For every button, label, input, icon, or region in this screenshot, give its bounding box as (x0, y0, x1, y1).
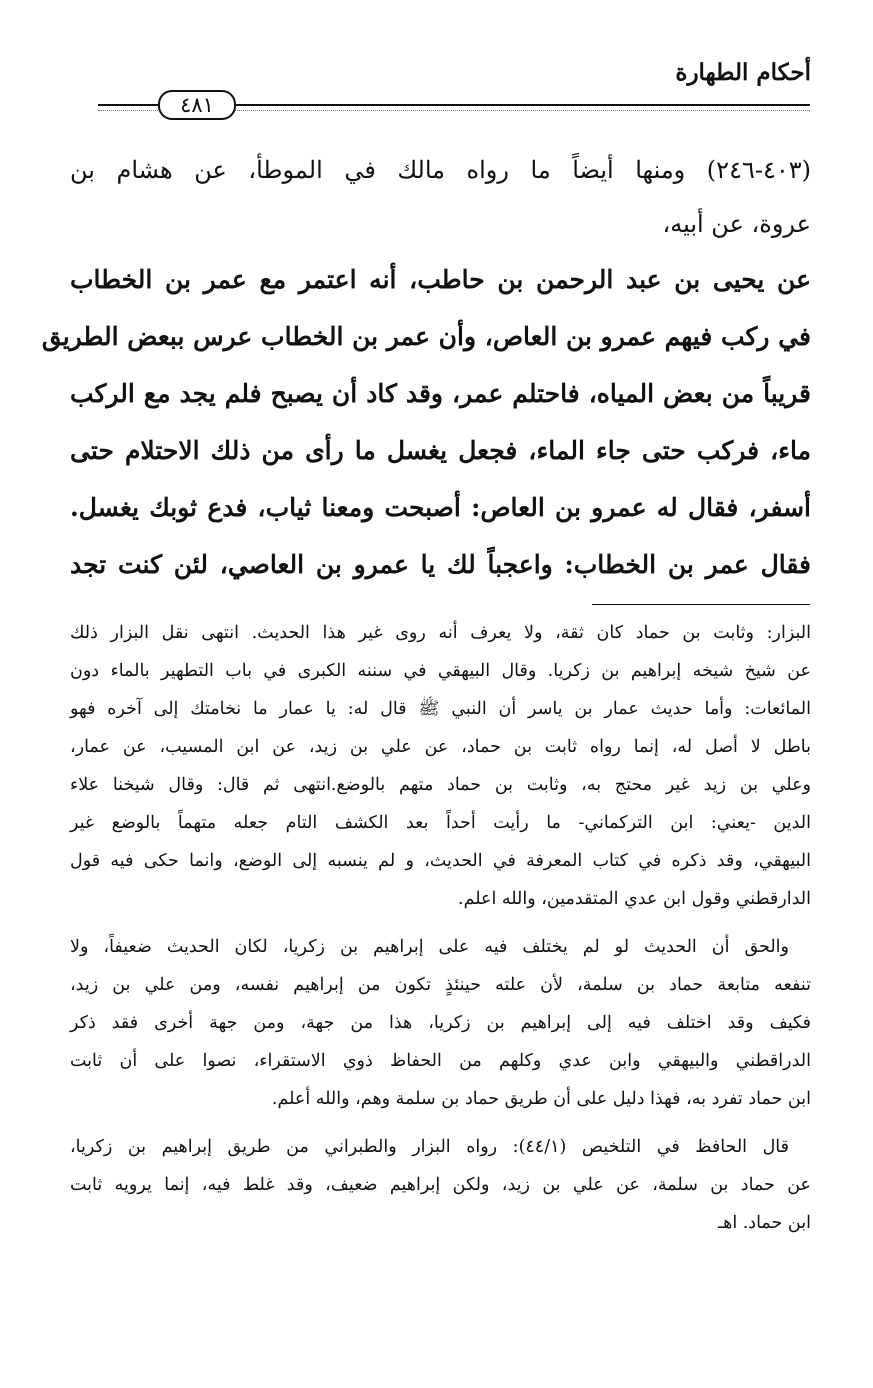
intro-line: عروة، عن أبيه، (662, 210, 811, 238)
hadith-line: أسفر، فقال له عمرو بن العاص: أصبحت ومعنا ثياب، فدع ثوبك يغسل. (70, 493, 811, 522)
main-text (41, 143, 811, 593)
footnotes (70, 614, 811, 1242)
paragraph-gap (70, 918, 811, 928)
footnote-line: عن حماد بن سلمة، عن علي بن زيد، ولكن إبراهيم ضعيف، وقد غلط فيه، إنما يرويه ثابت (70, 1175, 811, 1195)
footnote-line: فكيف وقد اختلف فيه إلى إبراهيم بن زكريا، هذا من جهة، ومن جهة أخرى فقد ذكر (70, 1013, 811, 1033)
footnote-line: المائعات: وأما حديث عمار بن ياسر أن النبي ﷺ قال له: يا عمار ما نخامتك إلى آخره فهو (70, 699, 811, 719)
hadith-line: ماء، فركب حتى جاء الماء، فجعل يغسل ما رأى من ذلك الاحتلام حتى (70, 436, 811, 465)
footnote-line: ابن حماد. اهـ (717, 1213, 811, 1233)
footnote-line: وعلي بن زيد غير محتج به، وثابت بن حماد متهم بالوضع.انتهى ثم قال: وقال شيخنا علاء (70, 775, 811, 795)
footnote-line: الدراقطني والبيهقي وابن عدي وكلهم من الحفاظ ذوي الاستقراء، نصوا على أن ثابت (70, 1051, 811, 1071)
hadith-line: في ركب فيهم عمرو بن العاص، وأن عمر بن الخطاب عرس ببعض الطريق (41, 322, 811, 351)
footnote-line: البزار: وثابت بن حماد كان ثقة، ولا يعرف أنه روى غير هذا الحديث. انتهى نقل البزار ذلك (70, 623, 811, 643)
footnote-separator (592, 604, 810, 605)
hadith-line: فقال عمر بن الخطاب: واعجباً لك يا عمرو بن العاصي، لئن كنت تجد (70, 550, 811, 579)
hadith-line: عن يحيى بن عبد الرحمن بن حاطب، أنه اعتمر مع عمر بن الخطاب (70, 265, 811, 294)
footnote-line: الدارقطني وقول ابن عدي المتقدمين، والله اعلم. (458, 889, 811, 909)
intro-line: (٤٠٣-٢٤٦) ومنها أيضاً ما رواه مالك في الموطأ، عن هشام بن (70, 156, 811, 184)
footnote-line: البيهقي، وقد ذكره في كتاب المعرفة في الحديث، و لم ينسبه إلى الوضع، وانما حكى فيه قول (70, 851, 811, 871)
footnote-line: الدين -يعني: ابن التركماني- ما رأيت أحداً بعد الكشف التام جعله متهماً بالوضع غير (70, 813, 811, 833)
running-header-title: أحكام الطهارة (675, 59, 811, 86)
footnote-line: عن شيخ شيخه إبراهيم بن زكريا. وقال البيهقي في سننه الكبرى في باب التطهير بالماء دون (70, 661, 811, 681)
footnote-line: قال الحافظ في التلخيص (٤٤/١): رواه البزار والطبراني من طريق إبراهيم بن زكريا، (70, 1137, 789, 1157)
page-number-badge: ٤٨١ (158, 90, 236, 120)
hadith-line: قريباً من بعض المياه، فاحتلم عمر، وقد كاد أن يصبح فلم يجد مع الركب (70, 379, 811, 408)
footnote-line: تنفعه متابعة حماد بن سلمة، لأن علته حينئذٍ تكون من إبراهيم نفسه، ومن علي بن زيد، (70, 975, 811, 995)
footnote-line: والحق أن الحديث لو لم يختلف فيه على إبراهيم بن زكريا، لكان الحديث ضعيفاً، ولا (70, 937, 789, 957)
footnote-line: باطل لا أصل له، إنما رواه ثابت بن حماد، عن علي بن زيد، عن ابن المسيب، عن عمار، (70, 737, 811, 757)
footnote-line: ابن حماد تفرد به، فهذا دليل على أن طريق حماد بن سلمة وهم، والله أعلم. (271, 1089, 811, 1109)
paragraph-gap (70, 1118, 811, 1128)
